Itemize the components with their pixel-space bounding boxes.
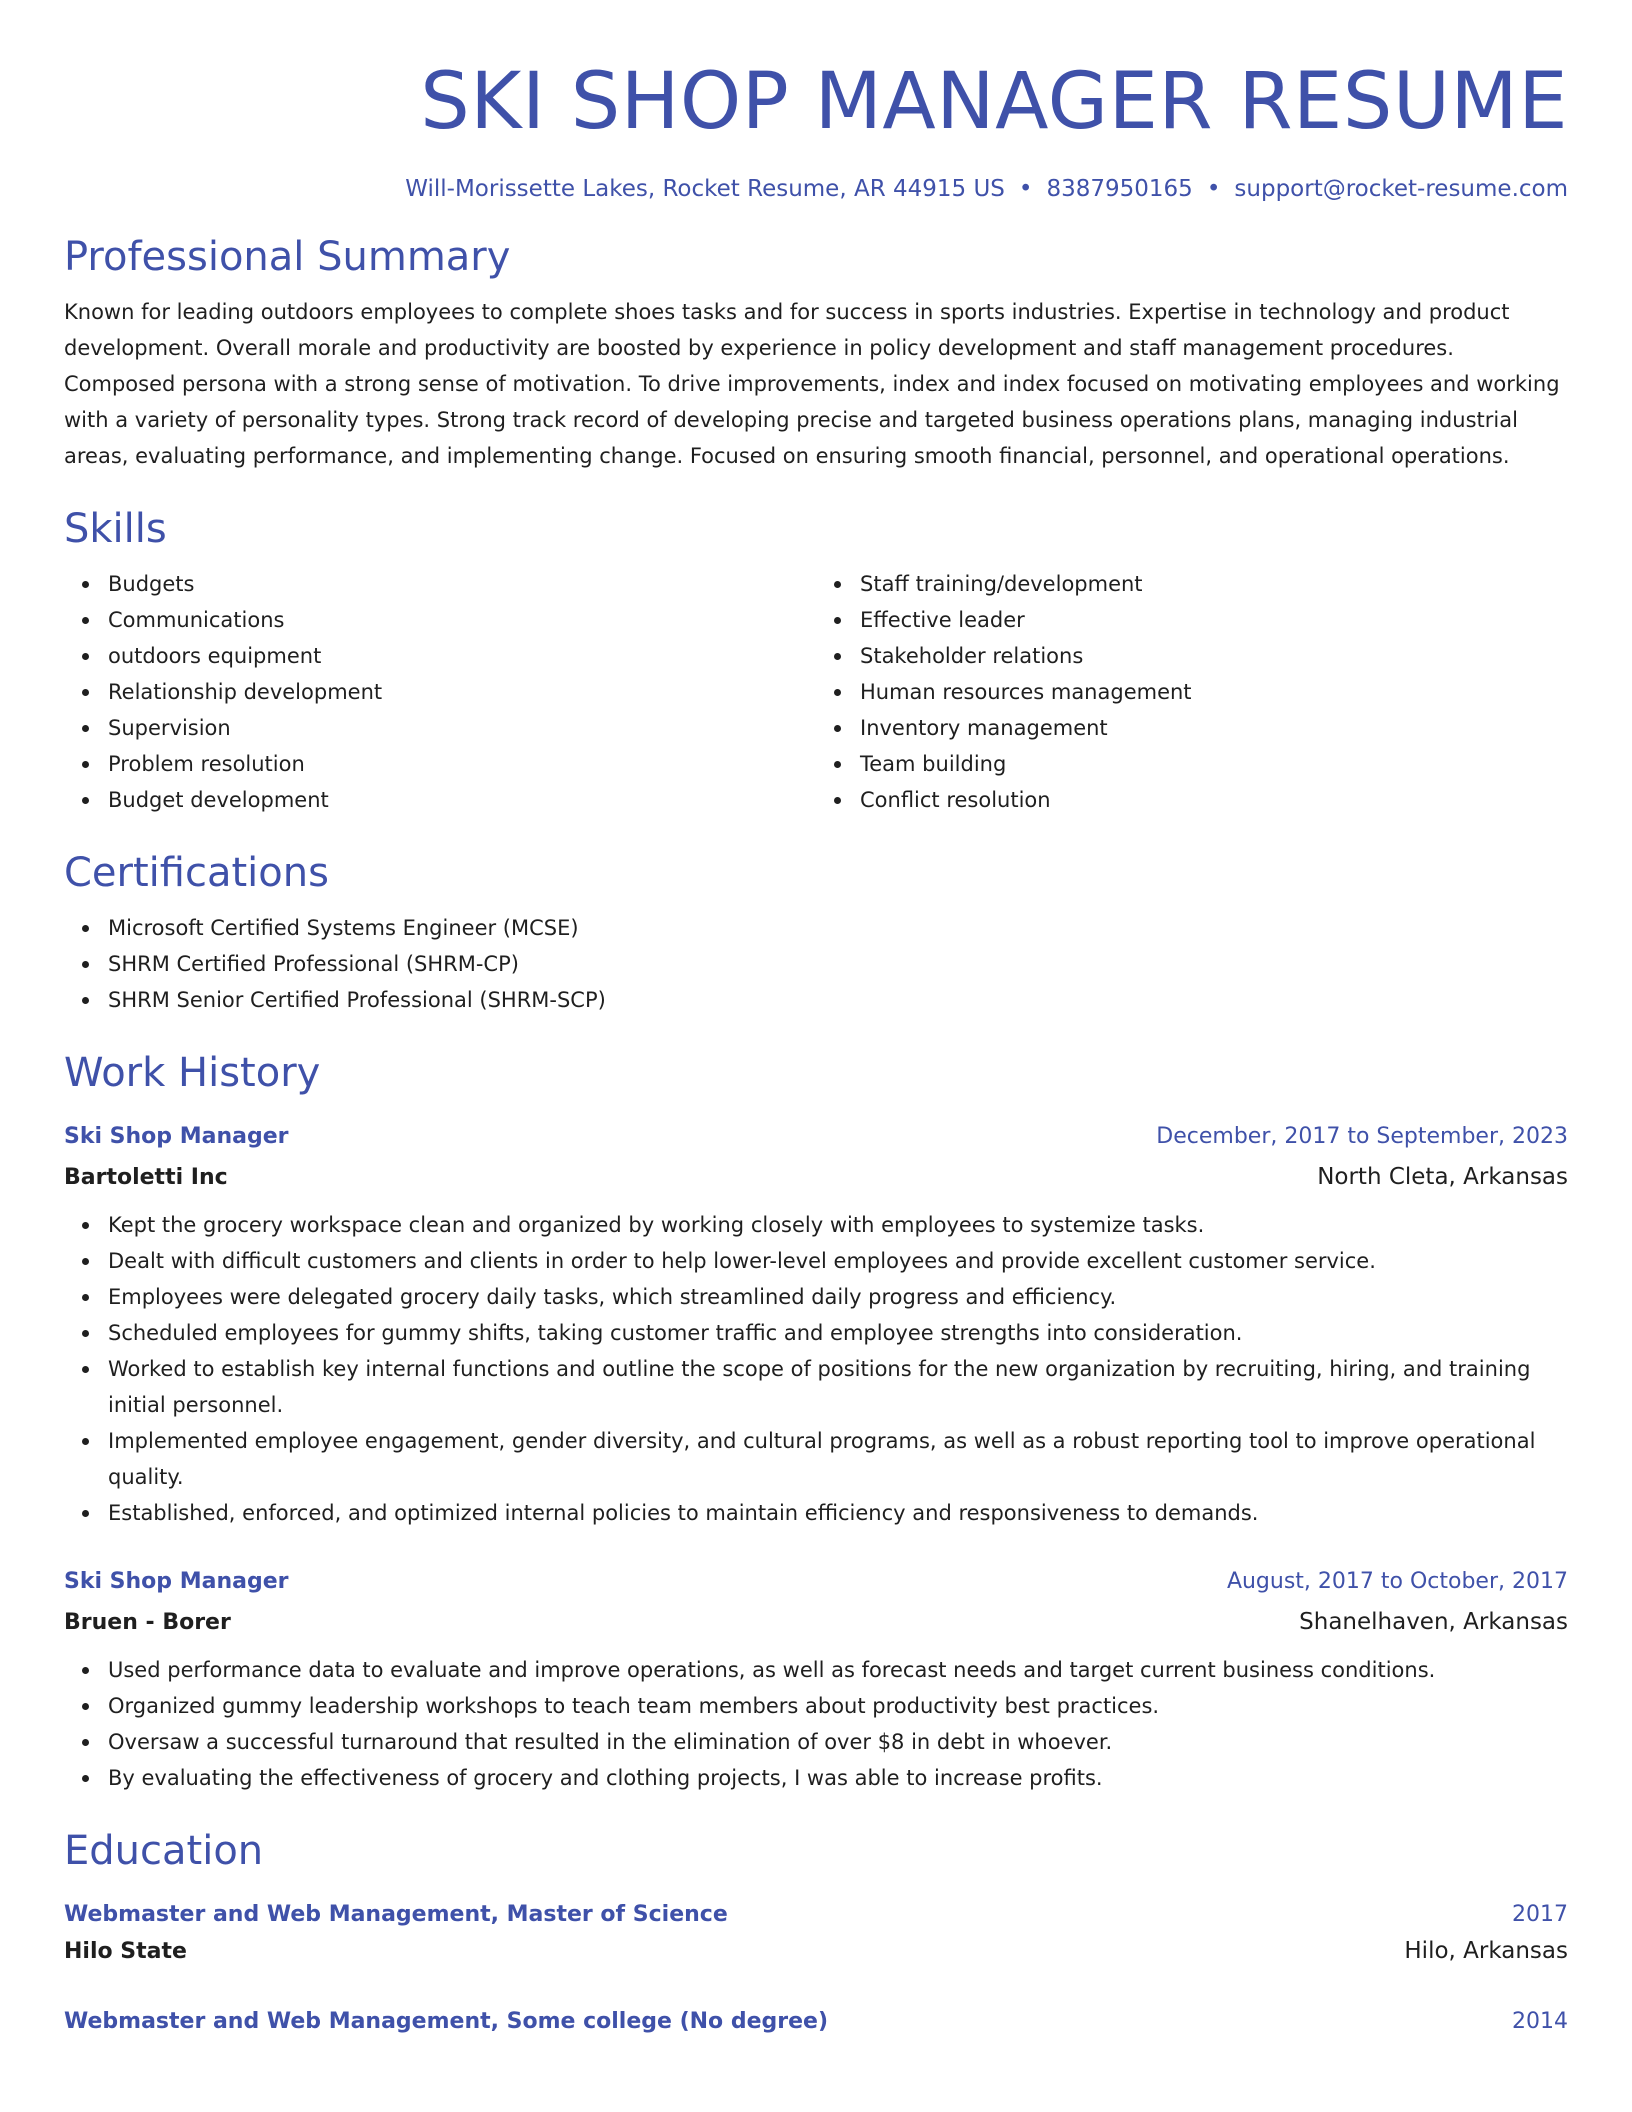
education-heading: Education	[64, 1828, 264, 1874]
skill-item: Stakeholder relations	[860, 638, 1568, 674]
contact-line	[64, 174, 1568, 204]
job-dates: August, 2017 to October, 2017	[1226, 1569, 1568, 1594]
summary-text: Known for leading outdoors employees to complete shoes tasks and for success in sports industries. Expertise in technology and product development. Overall morale and productivity are boosted by experience in policy development and staff management procedures. Composed persona with a strong sense of motivation. To drive improvements, index and index focused on motivating employees and working with a variety of personality types. Strong track record of developing precise and targeted business operations plans, managing industrial areas, evaluating performance, and implementing change. Focused on ensuring smooth financial, personnel, and operational operations.	[64, 300, 1560, 468]
skill-item: outdoors equipment	[108, 638, 816, 674]
job-entry	[64, 1567, 1568, 1796]
job-dates: December, 2017 to September, 2023	[1156, 1124, 1568, 1149]
certification-item: SHRM Senior Certified Professional (SHRM-SCP)	[108, 982, 1568, 1018]
skill-item: Budgets	[108, 566, 816, 602]
job-bullet: Employees were delegated grocery daily tasks, which streamlined daily progress and efficiency.	[108, 1279, 1568, 1315]
skill-item: Supervision	[108, 710, 816, 746]
job-header-row	[64, 1122, 1568, 1152]
skill-item: Communications	[108, 602, 816, 638]
skill-item: Budget development	[108, 782, 816, 818]
job-bullet: Used performance data to evaluate and improve operations, as well as forecast needs and target current business conditions.	[108, 1652, 1568, 1688]
job-bullet: Worked to establish key internal functions and outline the scope of positions for the new organization by recruiting, hiring, and training initial personnel.	[108, 1351, 1568, 1423]
education-entry	[64, 2007, 1568, 2037]
skill-item: Inventory management	[860, 710, 1568, 746]
job-company: Bruen - Borer	[64, 1610, 231, 1635]
skill-item: Relationship development	[108, 674, 816, 710]
certification-item: Microsoft Certified Systems Engineer (MCSE)	[108, 910, 1568, 946]
job-header-row	[64, 1567, 1568, 1597]
resume-page	[64, 0, 1568, 2037]
contact-phone: 8387950165	[1046, 176, 1193, 202]
contact-email: support@rocket-resume.com	[1234, 176, 1568, 202]
job-company: Bartoletti Inc	[64, 1165, 228, 1190]
certifications-list	[64, 910, 1568, 1018]
education-year: 2014	[1512, 2009, 1568, 2034]
education-entry	[64, 1900, 1568, 1967]
job-bullet: Organized gummy leadership workshops to teach team members about productivity best practices.	[108, 1688, 1568, 1724]
skill-item: Staff training/development	[860, 566, 1568, 602]
education-school-row	[64, 1936, 1568, 1967]
certifications-heading: Certifications	[64, 850, 329, 896]
job-bullets	[64, 1207, 1568, 1531]
education-school: Hilo State	[64, 1939, 187, 1964]
job-bullet: Kept the grocery workspace clean and organized by working closely with employees to systemize tasks.	[108, 1207, 1568, 1243]
skills-columns	[64, 566, 1568, 818]
job-bullet: Dealt with difficult customers and clients in order to help lower-level employees and provide excellent customer service.	[108, 1243, 1568, 1279]
certification-item: SHRM Certified Professional (SHRM-CP)	[108, 946, 1568, 982]
job-bullets	[64, 1652, 1568, 1796]
job-entry	[64, 1122, 1568, 1531]
skills-list-right	[816, 566, 1568, 818]
resume-title: SKI SHOP MANAGER RESUME	[420, 57, 1568, 147]
skills-list-left	[64, 566, 816, 818]
skill-item: Conflict resolution	[860, 782, 1568, 818]
job-company-row	[64, 1162, 1568, 1193]
education-header-row	[64, 2007, 1568, 2037]
job-company-row	[64, 1607, 1568, 1638]
skills-heading: Skills	[64, 506, 167, 552]
contact-separator: •	[1018, 176, 1033, 202]
job-bullet: Established, enforced, and optimized internal policies to maintain efficiency and responsiveness to demands.	[108, 1495, 1568, 1531]
job-role: Ski Shop Manager	[64, 1569, 289, 1594]
work-history-heading: Work History	[64, 1050, 321, 1096]
skill-item: Human resources management	[860, 674, 1568, 710]
education-year: 2017	[1512, 1902, 1568, 1927]
job-bullet: Implemented employee engagement, gender diversity, and cultural programs, as well as a robust reporting tool to improve operational quality.	[108, 1423, 1568, 1495]
job-location: North Cleta, Arkansas	[1317, 1164, 1568, 1190]
contact-address: Will-Morissette Lakes, Rocket Resume, AR 44915 US	[405, 176, 1005, 202]
job-bullet: Scheduled employees for gummy shifts, taking customer traffic and employee strengths into consideration.	[108, 1315, 1568, 1351]
education-degree: Webmaster and Web Management, Master of Science	[64, 1902, 728, 1927]
job-role: Ski Shop Manager	[64, 1124, 289, 1149]
summary-heading: Professional Summary	[64, 234, 511, 280]
skill-item: Effective leader	[860, 602, 1568, 638]
job-location: Shanelhaven, Arkansas	[1299, 1609, 1568, 1635]
contact-separator: •	[1206, 176, 1221, 202]
skill-item: Team building	[860, 746, 1568, 782]
education-degree: Webmaster and Web Management, Some college (No degree)	[64, 2009, 828, 2034]
education-location: Hilo, Arkansas	[1404, 1938, 1568, 1964]
skill-item: Problem resolution	[108, 746, 816, 782]
education-header-row	[64, 1900, 1568, 1930]
job-bullet: Oversaw a successful turnaround that resulted in the elimination of over $8 in debt in whoever.	[108, 1724, 1568, 1760]
job-bullet: By evaluating the effectiveness of grocery and clothing projects, I was able to increase profits.	[108, 1760, 1568, 1796]
